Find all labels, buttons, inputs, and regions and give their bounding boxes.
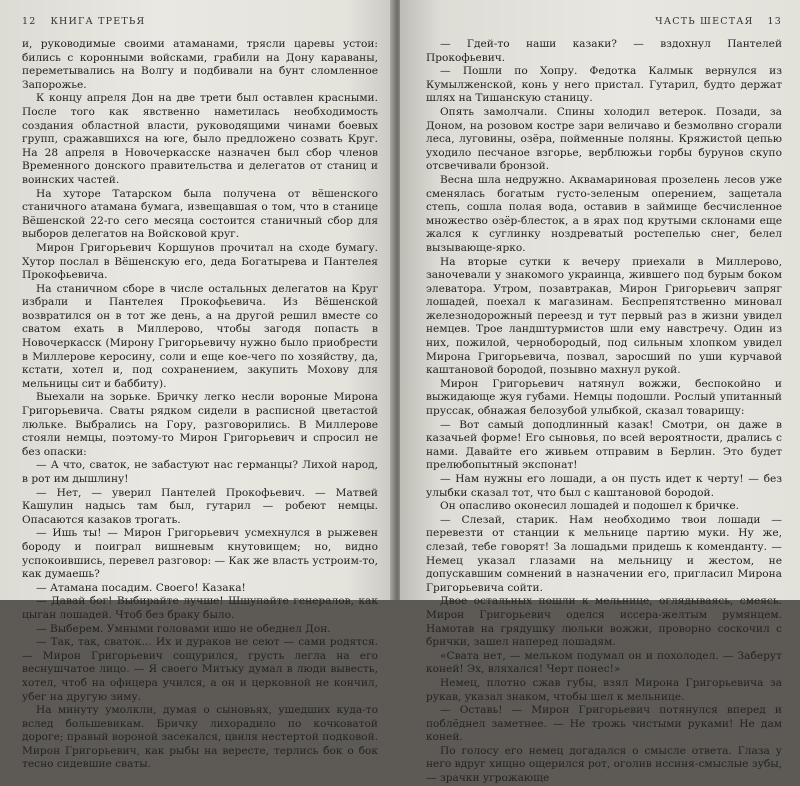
- paragraph: — Так, так, сваток… Их и дураков не сеют — сами родятся. — Мирон Григорьевич сощурился, грусть легла на его веснушчатое лицо. — Я своего Митьку думал в люди вывесть, хотел, чтоб на офицера учился, а он и церковной не кончил, убег на другую зиму.: [22, 636, 378, 703]
- left-page-header: [22, 14, 378, 28]
- left-running-head: КНИГА ТРЕТЬЯ: [50, 15, 146, 27]
- paragraph: Мирон Григорьевич Коршунов прочитал на сходе бумагу. Хутор послал в Вёшенскую его, деда Богатырева и Пантелея Прокофьевича.: [22, 241, 378, 282]
- paragraph: Весна шла недружно. Аквамариновая прозелень лесов уже сменялась богатым густо-зеленым оперением, защетала степь, сошла полая вода, оставив в займище бесчисленное множество озёр-блесток, а в ярах под крутыми склонами еще жался к суглинку ноздреватый ростепелью снег, белел вызывающе-ярко.: [426, 173, 782, 254]
- right-running-head: ЧАСТЬ ШЕСТАЯ: [655, 15, 754, 27]
- paragraph: — Ишь ты! — Мирон Григорьевич усмехнулся в рыжевен бороду и поиграл вишневым кнутовищем; но, видно успокоившись, перевел разговор: — Как же власть устроим-то, как думаешь?: [22, 527, 379, 581]
- paragraph: — Нам нужны его лошади, а он пусть идет к черту! — без улыбки сказал тот, что был с каштановой бородой.: [426, 473, 782, 499]
- paragraph: На вторые сутки к вечеру приехали в Миллерово, заночевали у знакомого украинца, жившего под бурым боком элеватора. Утром, позавтракав, Мирон Григорьевич запряг лошадей, поехал к магазинам. Беспрепятственно миновал железнодорожный переезд и тут первый раз в жизни увидел немцев. Трое ландштурмистов шли ему навстречу. Один из них, пожилой, чернобородый, под сильным хлопком увидел Мирона Григорьевича, позвал, заросший по уши курчавой каштановой бородой, позывно махнул рукой.: [426, 255, 782, 377]
- right-page-text: [426, 38, 782, 786]
- paragraph: Немец, плотно сжав губы, взял Мирона Григорьевича за рукав, указал знаком, чтобы шел к мельнице.: [426, 676, 782, 703]
- paragraph: На минуту умолкли, думая о сыновьях, ушедших куда-то вслед большевикам. Бричку лихорадило по кочковатой дороге; правый вороной засекался, цвиля нестертой подковой. Мирон Григорьевич, как рыбы на вересте, терлись бок о бок тесно сидевшие сваты.: [22, 704, 378, 771]
- paragraph: Выехали на зорьке. Бричку легко несли вороные Мирона Григорьевича. Сваты рядком сидели в расписной цветастой люльке. Выбрались на Гору, разговорились. В Миллерове стояли немцы, поэтому-то Мирон Григорьевич и спросил не без опаски:: [22, 391, 378, 458]
- paragraph: Он опасливо оконесил лошадей и подошел к бричке.: [440, 500, 740, 513]
- paragraph: — Пошли по Хопру. Федотка Калмык вернулся из Кумылженской, конь у него пристал. Гутарил, будто держат шлях на Тишанскую станицу.: [426, 65, 782, 105]
- paragraph: По голосу его немец догадался о смысле ответа. Глаза у него вдруг хищно ощерился рот, оголив иссиня-смыслые зубы, — зрачки угрожающе: [426, 744, 782, 785]
- paragraph: К концу апреля Дон на две трети был оставлен красными. После того как явственно наметилась необходимость создания областной власти, руководящими чинами боевых групп, сражавшихся на юге, было предложено созвать Круг. На 28 апреля в Новочеркасске назначен был сбор членов Временного донского правительства и делегатов от станиц и воинских частей.: [22, 92, 378, 186]
- right-page-number: 13: [767, 15, 782, 27]
- paragraph: — Вот самый доподлинный казак! Смотри, он даже в казачьей форме! Его сыновья, по всей вероятности, дрались с нами. Давайте его живьем отправим в Берлин. Это будет прелюбопытный экспонат!: [426, 418, 782, 472]
- paragraph: На станичном сборе в числе остальных делегатов на Круг избрали и Пантелея Прокофьевича. Из Вёшенской возвратился он в тот же день, а на другой решил вместе со сватом ехать в Миллерово, чтобы загодя попасть в Новочеркасск (Мирону Григорьевичу нужно было приобрести в Миллерове керосину, соли и еще кое-чего по хозяйству, да, кстати, хотел и, под сохранением, закупить Мохову для мельницы сит и баббиту).: [22, 282, 378, 390]
- paragraph: Мирон Григорьевич натянул вожжи, беспокойно и выжидающе жуя губами. Немцы подошли. Рослый упитанный пруссак, обнажая белозубой улыбкой, сказал товарищу:: [426, 377, 782, 418]
- paragraph: — Атамана посадим. Своего! Казака!: [36, 581, 246, 594]
- left-page-number: 12: [22, 15, 37, 27]
- paragraph: — Оставь! — Мирон Григорьевич потянулся вперед и поблёднел заметнее. — Не трожь чистыми руками! Не дам коней.: [426, 704, 782, 744]
- left-page-text: [22, 38, 378, 772]
- paragraph: — Слезай, старик. Нам необходимо твои лошади — перевезти от станции к мельнице партию муки. Ну же, слезай, тебе говорят! За лошадьми придешь к коменданту. — Немец указал глазами на мельницу и жестом, не допускавшим сомнений в назначении его, пригласил Мирона Григорьевича сойти.: [426, 513, 782, 594]
- right-page-header: [426, 14, 782, 28]
- paragraph: Опять замолчали. Спины холодил ветерок. Позади, за Доном, на розовом костре зари величаво и безмолвно сгорали леса, луговины, озёра, пойменные поляны. Кряжистой цепью уходило песчаное взгорье, верблюжьи горбы бурунов скупо отсвечивали бронзой.: [426, 105, 782, 173]
- paragraph: «Свата нет, — мельком подумал он и похолодел. — Заберут коней! Эх, вляхался! Черт понес!»: [426, 649, 782, 676]
- paragraph: Двое остальных пошли к мельнице, оглядываясь, смеясь. Мирон Григорьевич оделся иссера-желтым румянцем. Намотав на грядушку люльки вожжи, проворно соскочил с брички, зашел наперед лошадям.: [426, 595, 782, 649]
- right-page: [400, 0, 800, 785]
- paragraph: На хуторе Татарском была получена от вёшенского станичного атамана бумага, извещавшая о том, что в станице Вёшенской 22-го сего месяца состоится станичный сбор для выборов делегатов на Войсковой круг.: [22, 187, 378, 241]
- paragraph: — Выберем. Умными головами ишо не обеднел Дон.: [36, 622, 331, 635]
- paragraph: — Нет, — уверил Пантелей Прокофьевич. — Матвей Кашулин надысь там был, гутарил — робеют немцы. Опасаются казаков трогать.: [22, 486, 378, 526]
- paragraph: — Гдей-то наши казаки? — вздохнул Пантелей Прокофьевич.: [426, 38, 782, 64]
- paragraph: и, руководимые своими атаманами, трясли царевы устои: бились с коронными войсками, грабили на Дону караваны, переметывались на Волгу и подбивали на бунт сломленное Запорожье.: [22, 38, 378, 91]
- paragraph: — А что, сваток, не забастуют нас германцы? Лихой народ, в рот им дышлину!: [22, 459, 378, 485]
- left-page: [0, 0, 394, 771]
- paragraph: — Давай бог! Выбирайте лучше! Шшупайте генералов, как цыган лошадей. Чтоб без браку было.: [22, 595, 378, 621]
